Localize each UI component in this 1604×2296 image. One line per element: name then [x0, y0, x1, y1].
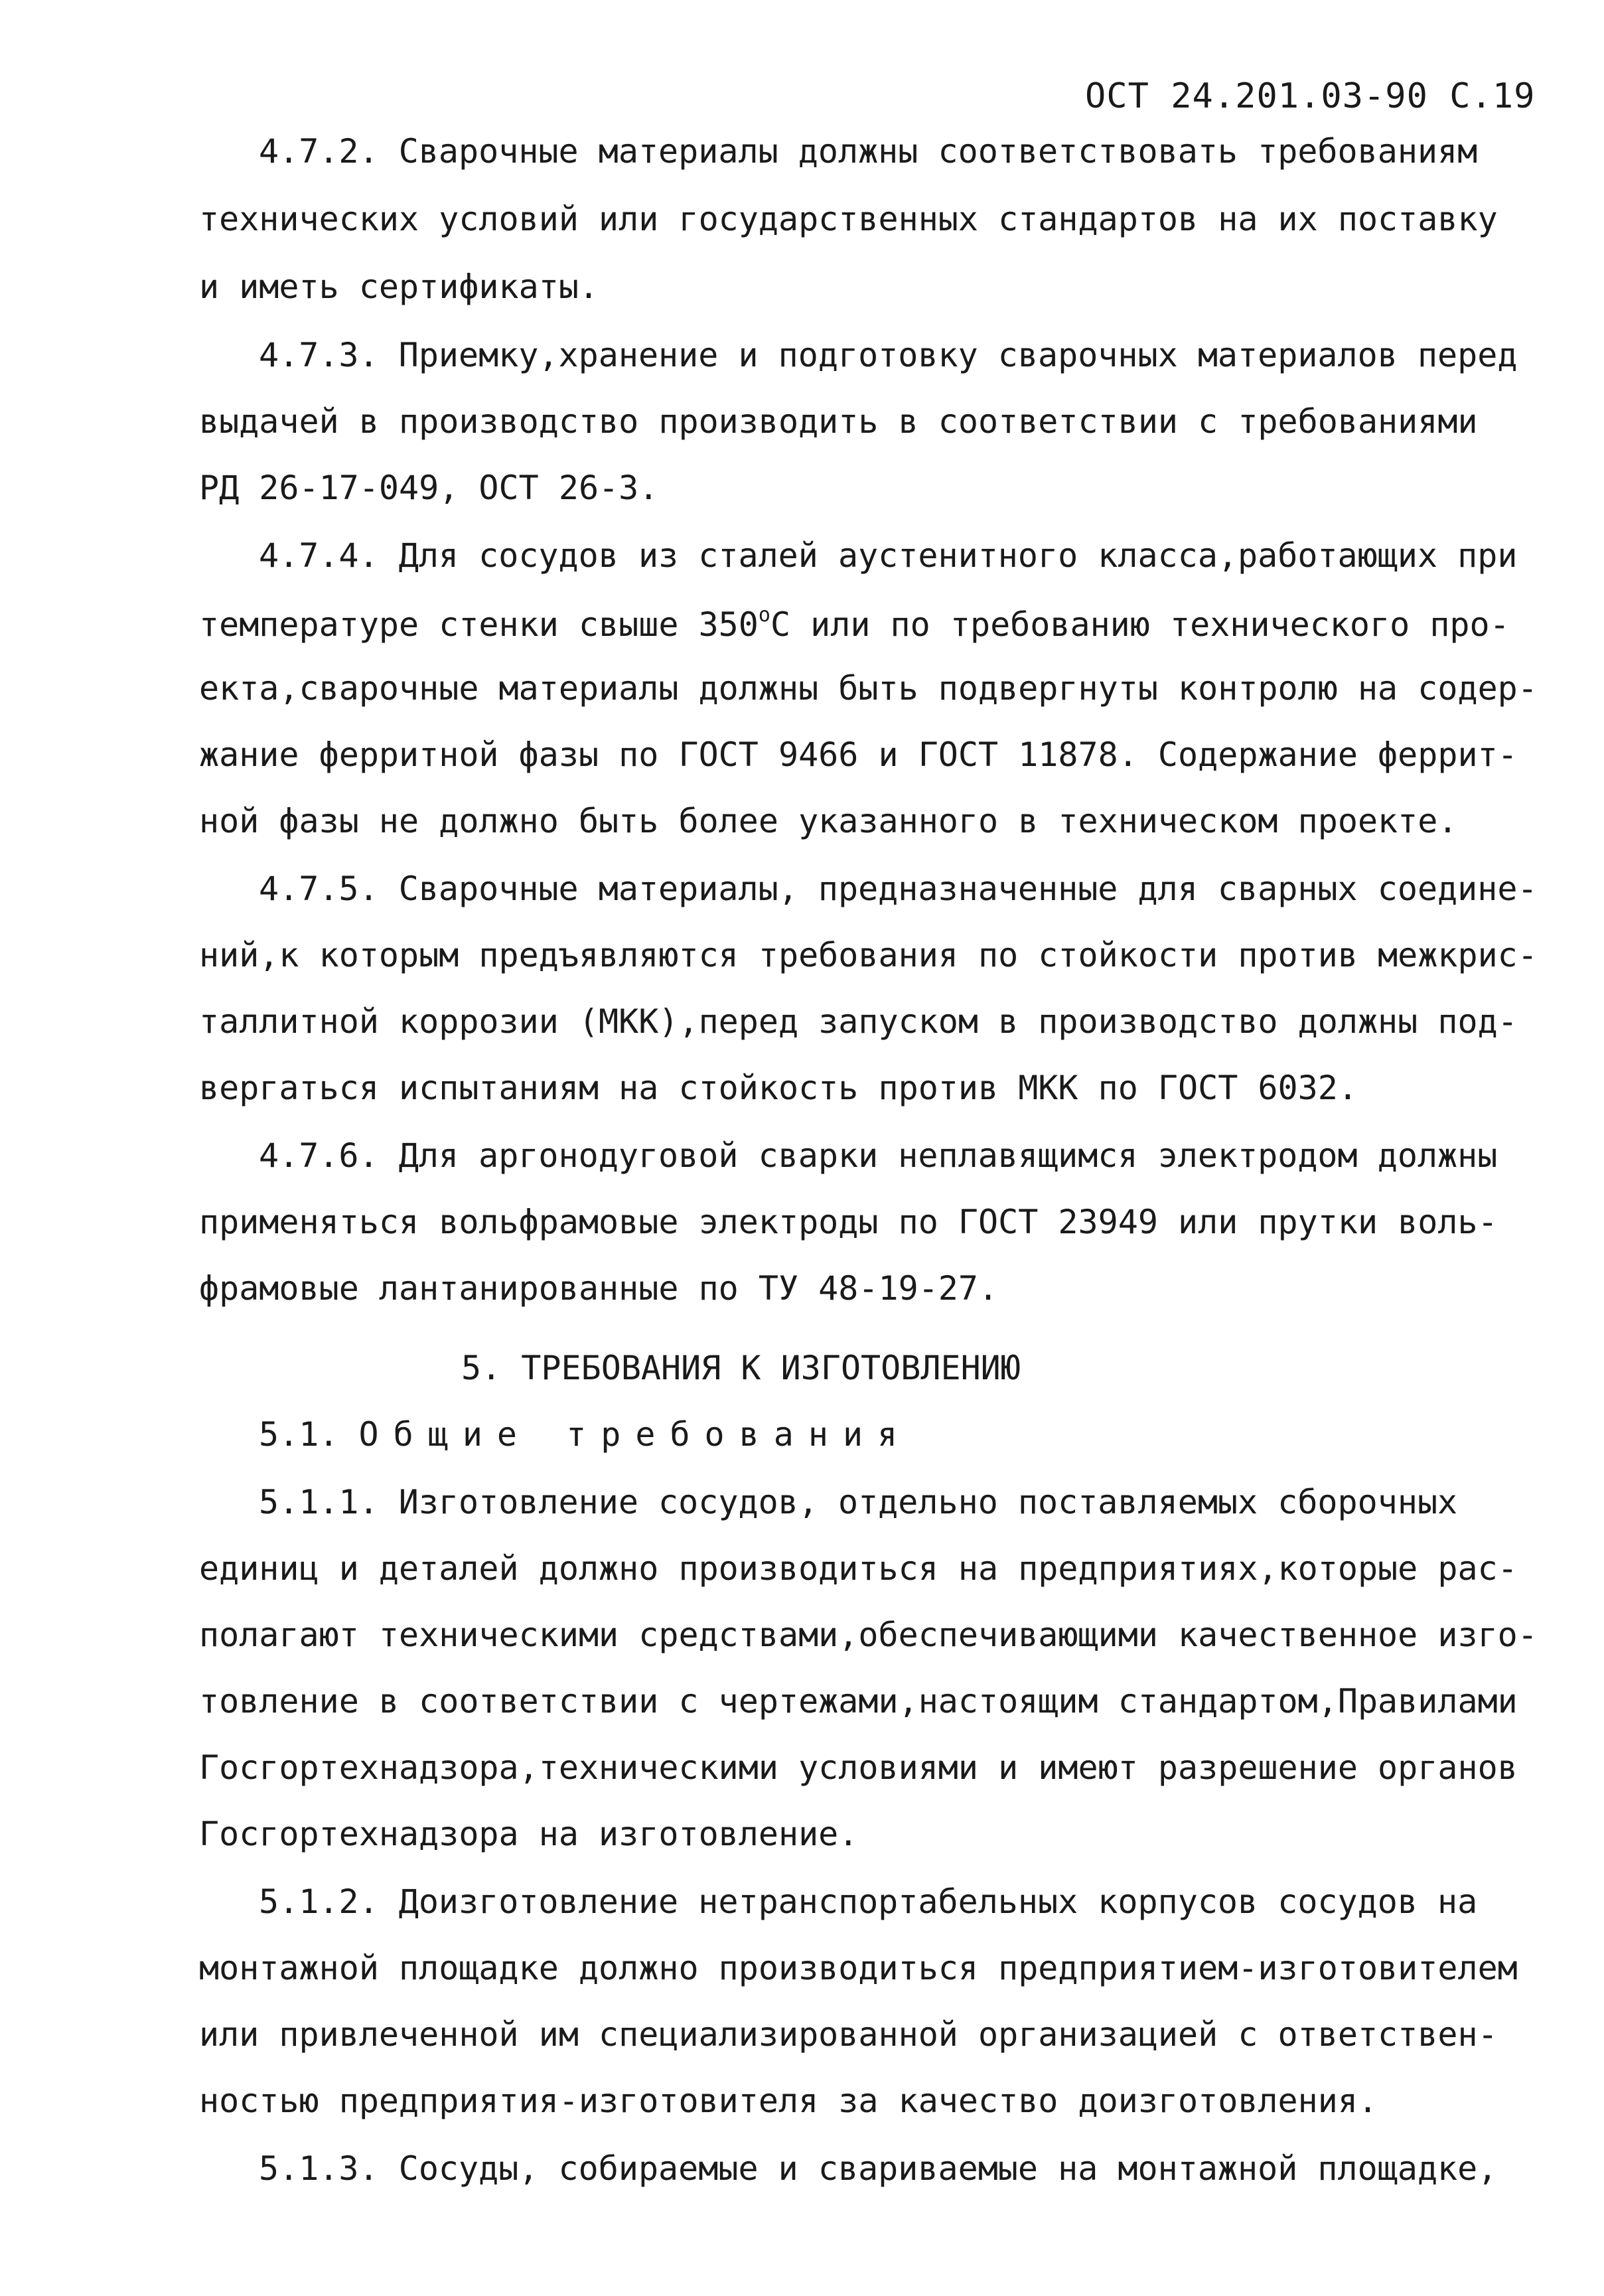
paragraph-line: вергаться испытаниям на стойкость против МКК по ГОСТ 6032.: [199, 1069, 1358, 1107]
paragraph-line: ний,к которым предъявляются требования по стойкости против межкрис-: [199, 936, 1538, 974]
paragraph-line: 4.7.3. Приемку,хранение и подготовку сварочных материалов перед: [259, 336, 1518, 374]
paragraph-line: 4.7.6. Для аргонодуговой сварки неплавящимся электродом должны: [259, 1136, 1498, 1175]
paragraph-line: 4.7.4. Для сосудов из сталей аустенитного класса,работающих при: [259, 536, 1518, 575]
paragraph-line: фрамовые лантанированные по ТУ 48-19-27.: [199, 1269, 999, 1308]
paragraph-line: единиц и деталей должно производиться на предприятиях,которые рас-: [199, 1549, 1518, 1588]
paragraph-line: 5.1.3. Сосуды, собираемые и свариваемые на монтажной площадке,: [259, 2149, 1498, 2188]
subsection-heading: [259, 1415, 912, 1454]
paragraph-line: жание ферритной фазы по ГОСТ 9466 и ГОСТ 11878. Содержание феррит-: [199, 735, 1518, 774]
paragraph-line: 4.7.2. Сварочные материалы должны соответствовать требованиям: [259, 132, 1478, 171]
paragraph-line-with-degree: [199, 603, 1510, 644]
paragraph-line: товление в соответствии с чертежами,настоящим стандартом,Правилами: [199, 1682, 1518, 1721]
temperature-text-rest: С или по требованию технического про-: [770, 605, 1510, 644]
subsection-number: 5.1.: [259, 1415, 359, 1454]
section-heading: 5. ТРЕБОВАНИЯ К ИЗГОТОВЛЕНИЮ: [461, 1349, 1021, 1387]
paragraph-line: и иметь сертификаты.: [199, 268, 599, 306]
paragraph-line: таллитной коррозии (МКК),перед запуском в производство должны под-: [199, 1002, 1518, 1041]
paragraph-line: Госгортехнадзора на изготовление.: [199, 1815, 859, 1853]
paragraph-line: 5.1.1. Изготовление сосудов, отдельно поставляемых сборочных: [259, 1483, 1458, 1521]
paragraph-line: Госгортехнадзора,техническими условиями и имеют разрешение органов: [199, 1748, 1518, 1787]
subsection-title: Общие требования: [358, 1415, 912, 1454]
paragraph-line: или привлеченной им специализированной организацией с ответствен-: [199, 2015, 1498, 2054]
degree-superscript: о: [758, 603, 770, 627]
paragraph-line: полагают техническими средствами,обеспечивающими качественное изго-: [199, 1616, 1538, 1654]
paragraph-line: 5.1.2. Доизготовление нетранспортабельных корпусов сосудов на: [259, 1882, 1478, 1921]
paragraph-line: екта,сварочные материалы должны быть подвергнуты контролю на содер-: [199, 669, 1538, 708]
paragraph-line: выдачей в производство производить в соответствии с требованиями: [199, 402, 1478, 441]
document-reference-header: ОСТ 24.201.03-90 С.19: [1085, 76, 1536, 116]
paragraph-line: РД 26-17-049, ОСТ 26-3.: [199, 469, 659, 507]
paragraph-line: 4.7.5. Сварочные материалы, предназначенные для сварных соедине-: [259, 870, 1538, 908]
paragraph-line: ной фазы не должно быть более указанного в техническом проекте.: [199, 802, 1458, 840]
paragraph-line: ностью предприятия-изготовителя за качество доизготовления.: [199, 2082, 1378, 2120]
paragraph-line: монтажной площадке должно производиться предприятием-изготовителем: [199, 1949, 1518, 1987]
paragraph-line: технических условий или государственных стандартов на их поставку: [199, 200, 1498, 238]
temperature-text: температуре стенки свыше 350: [199, 605, 759, 644]
paragraph-line: применяться вольфрамовые электроды по ГОСТ 23949 или прутки воль-: [199, 1203, 1498, 1241]
